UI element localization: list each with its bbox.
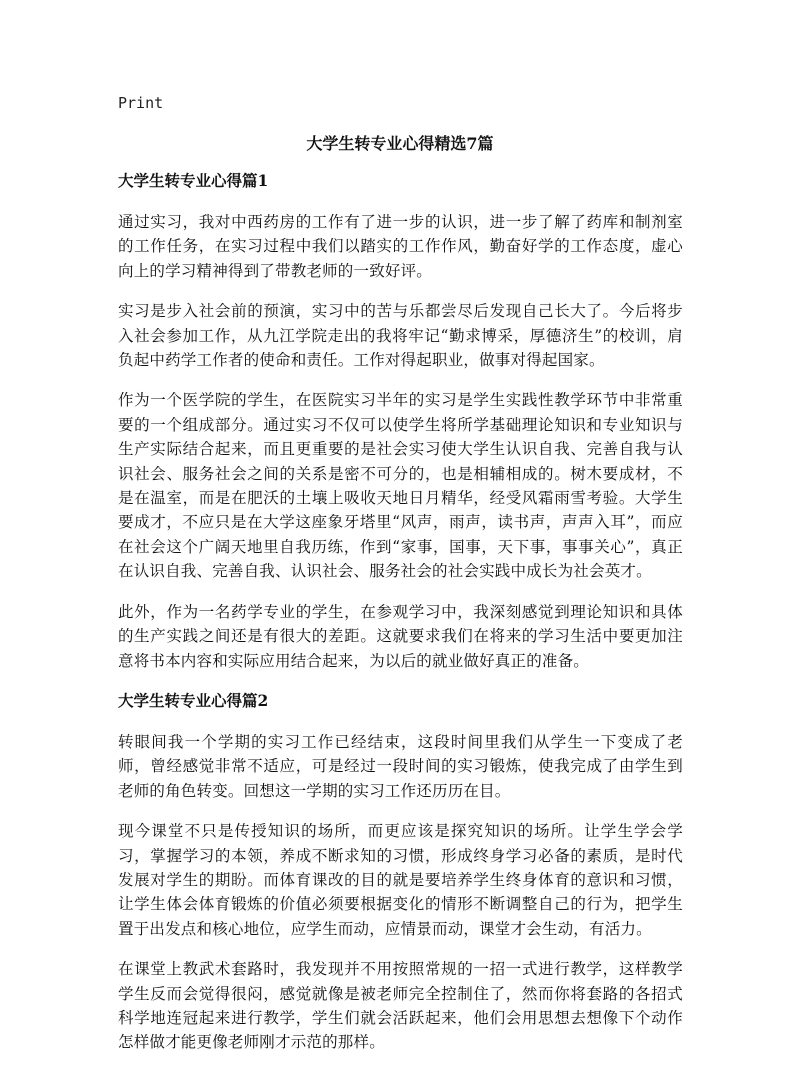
section-heading: 大学生转专业心得篇1: [118, 171, 269, 190]
paragraph: 实习是步入社会前的预演，实习中的苦与乐都尝尽后发现自己长大了。今后将步入社会参加工作，从九江学院走出的我将牢记“勤求博采，厚德济生”的校训，肩负起中药学工作者的使命和责任。工作对得起职业，做事对得起国家。: [118, 302, 683, 370]
paragraph: 现今课堂不只是传授知识的场所，而更应该是探究知识的场所。让学生学会学习，掌握学习的本领，养成不断求知的习惯，形成终身学习必备的素质，是时代发展对学生的期盼。而体育课改的目的就是要培养学生终身体育的意识和习惯，让学生体会体育锻炼的价值必须要根据变化的情形不断调整自己的行为，把学生置于出发点和核心地位，应学生而动，应情景而动，课堂才会生动，有活力。: [118, 822, 683, 938]
paragraph: 作为一个医学院的学生，在医院实习半年的实习是学生实践性教学环节中非常重要的一个组成部分。通过实习不仅可以使学生将所学基础理论知识和专业知识与生产实际结合起来，而且更重要的是社会实习使大学生认识自我、完善自我与认识社会、服务社会之间的关系是密不可分的，也是相辅相成的。树木要成材，不是在温室，而是在肥沃的土壤上吸收天地日月精华，经受风霜雨雪考验。大学生要成才，不应只是在大学这座象牙塔里“风声，雨声，读书声，声声入耳”，而应在社会这个广阔天地里自我历练，作到“家事，国事，天下事，事事关心”，真正在认识自我、完善自我、认识社会、服务社会的社会实践中成长为社会英才。: [118, 391, 683, 581]
paragraph: 转眼间我一个学期的实习工作已经结束，这段时间里我们从学生一下变成了老师，曾经感觉非常不适应，可是经过一段时间的实习锻炼，使我完成了由学生到老师的角色转变。回想这一学期的实习工作还历历在目。: [118, 732, 683, 800]
document-body: [118, 169, 683, 1071]
section-1: [118, 169, 683, 673]
section-2: [118, 689, 683, 1055]
section-heading: 大学生转专业心得篇2: [118, 690, 269, 710]
paragraph: 在课堂上教武术套路时，我发现并不用按照常规的一招一式进行教学，这样教学学生反而会觉得很闷，感觉就像是被老师完全控制住了，然而你将套路的各招式科学地连冠起来进行教学，学生们就会活跃起来，他们会用思想去想像下个动作怎样做才能更像老师刚才示范的那样。: [118, 960, 683, 1052]
paragraph: 通过实习，我对中西药房的工作有了进一步的认识，进一步了解了药库和制剂室的工作任务，在实习过程中我们以踏实的工作作风，勤奋好学的工作态度，虚心向上的学习精神得到了带教老师的一致好评。: [118, 213, 683, 280]
document-title: 大学生转专业心得精选7篇: [306, 134, 494, 153]
paragraph: 此外，作为一名药学专业的学生，在参观学习中，我深刻感觉到理论知识和具体的生产实践之间还是有很大的差距。这就要求我们在将来的学习生活中要更加注意将书本内容和实际应用结合起来，为以后的就业做好真正的准备。: [118, 602, 683, 670]
print-link[interactable]: Print: [118, 94, 164, 112]
